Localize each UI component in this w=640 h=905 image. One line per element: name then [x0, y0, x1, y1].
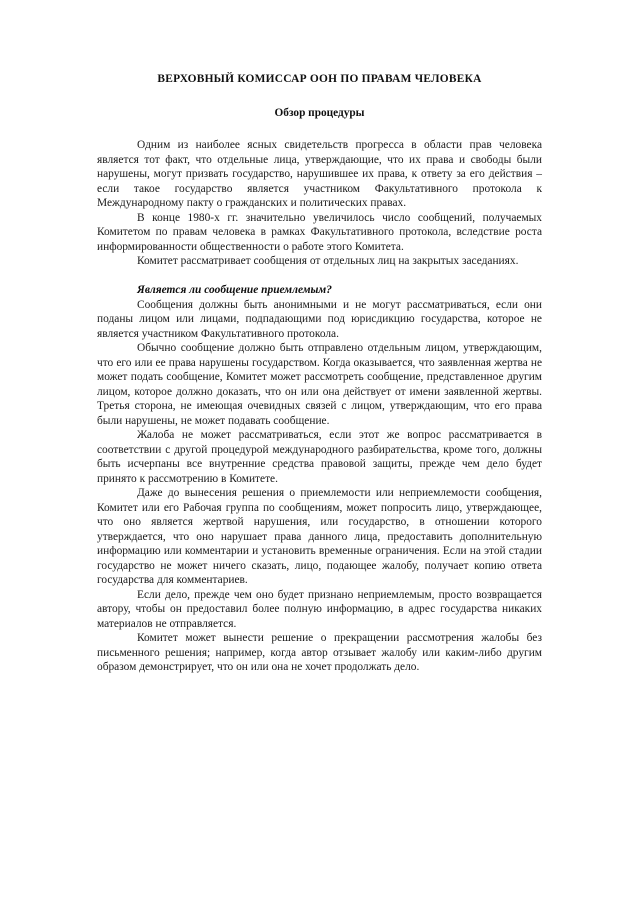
- page-title: ВЕРХОВНЫЙ КОМИССАР ООН ПО ПРАВАМ ЧЕЛОВЕКА: [157, 73, 482, 85]
- paragraph-7: Даже до вынесения решения о приемлемости или неприемлемости сообщения, Комитет или его Рабочая группа по сообщениям, может попросить лицо, утверждающее, что оно является жертвой нарушения, или государство, в отношении которого утверждается, что оно нарушает права данного лица, предоставить дополнительную информацию или комментарии и установить временные ограничения. Если на этой стадии государство не может ничего сказать, лицо, подающее жалобу, получает копию ответа государства для комментариев.: [97, 487, 542, 586]
- paragraph-6: Жалоба не может рассматриваться, если этот же вопрос рассматривается в соответствии с другой процедурой международного разбирательства, кроме того, должны быть исчерпаны все внутренние средства правовой защиты, прежде чем дело будет принято к рассмотрению в Комитете.: [97, 429, 542, 485]
- section-spacer: [97, 269, 542, 284]
- document-subtitle: Обзор процедуры: [274, 106, 365, 119]
- paragraph-8: Если дело, прежде чем оно будет признано неприемлемым, просто возвращается автору, чтобы он предоставил более полную информацию, в адрес государства никаких материалов не отправляется.: [97, 588, 542, 630]
- paragraph-2: В конце 1980-х гг. значительно увеличилось число сообщений, получаемых Комитетом по правам человека в рамках Факультативного протокола, вследствие роста информированности общественности о работе этого Комитета.: [97, 211, 542, 253]
- document-body: [97, 72, 542, 675]
- paragraph-9: Комитет может вынести решение о прекращении рассмотрения жалобы без письменного решения; например, когда автор отзывает жалобу или каким-либо другим образом демонстрирует, что он или она не хочет продолжать дело.: [97, 632, 542, 673]
- section-heading-admissibility: Является ли сообщение приемлемым?: [137, 284, 332, 296]
- paragraph-1: Одним из наиболее ясных свидетельств прогресса в области прав человека является тот факт, что отдельные лица, утверждающие, что их права и свободы были нарушены, могут призвать государство, нарушившее их права, к ответу за его действия – если такое государство является участником Факультативного протокола к Международному пакту о гражданских и политических правах.: [97, 139, 542, 209]
- paragraph-4: Сообщения должны быть анонимными и не могут рассматриваться, если они поданы лицом или лицами, подпадающими под юрисдикцию государства, которое не является участником Факультативного протокола.: [97, 298, 542, 340]
- paragraph-5: Обычно сообщение должно быть отправлено отдельным лицом, утверждающим, что его или ее права нарушены государством. Когда оказывается, что заявленная жертва не может подать сообщение, Комитет может рассмотреть сообщение, представленное другим лицом, которое должно доказать, что он или она действует от имени заявленной жертвы. Третья сторона, не имеющая очевидных связей с лицом, утверждающим, что его права были нарушены, не может подавать сообщение.: [97, 342, 542, 427]
- paragraph-3: Комитет рассматривает сообщения от отдельных лиц на закрытых заседаниях.: [137, 255, 519, 267]
